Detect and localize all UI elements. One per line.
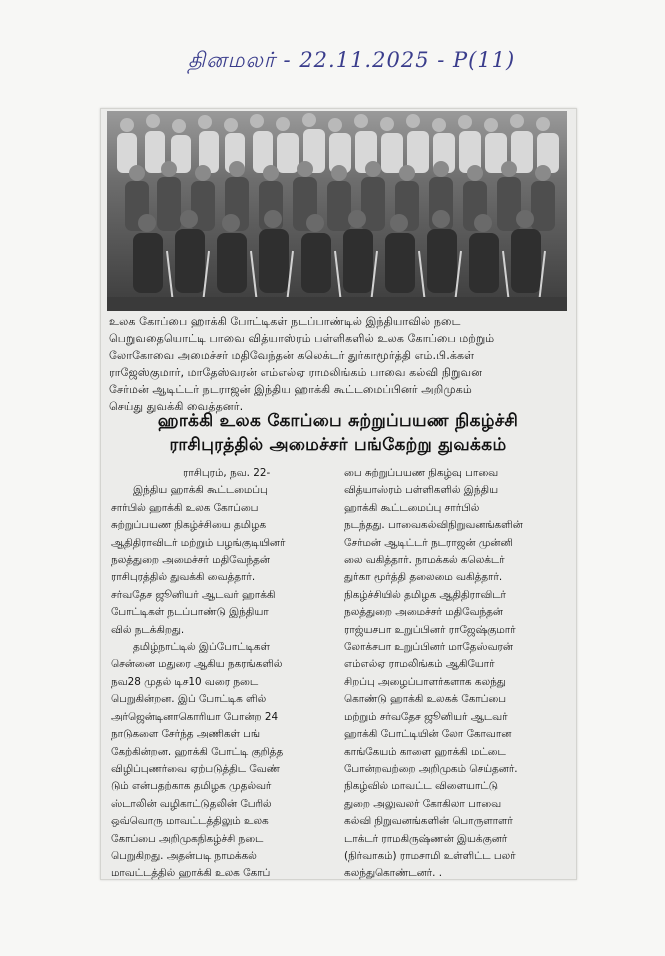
article-line: சேர்மன் ஆடிட்டர் நடராஜன் முன்னி bbox=[344, 536, 513, 549]
article-line: டும் என்பதற்காக தமிழக முதல்வர் bbox=[111, 780, 272, 793]
article-line: இந்திய ஹாக்கி கூட்டமைப்பு bbox=[133, 484, 268, 497]
newspaper-clipping bbox=[100, 108, 577, 880]
article-line: கோப்பை அறிமுகநிகழ்ச்சி நடை bbox=[111, 832, 264, 845]
article-line: நாடுகளை சேர்ந்த அணிகள் பங் bbox=[111, 728, 260, 741]
article-line: ஹாக்கி போட்டியின் லோ கோவான bbox=[344, 728, 512, 741]
article-column-left bbox=[111, 465, 331, 883]
article-line: ஸ்டாலின் வழிகாட்டுதலின் பேரில் bbox=[111, 797, 272, 810]
article-line: துறை அலுவலர் கோகிலா பாவை bbox=[344, 797, 502, 810]
article-line: சர்வதேச ஜூனியர் ஆடவர் ஹாக்கி bbox=[111, 588, 276, 601]
caption-line: லோகோவை அமைச்சர் மதிவேந்தன் கலெக்டர் துர்காமூர்த்தி எம்.பி.க்கள் bbox=[109, 349, 475, 362]
photo-caption bbox=[109, 313, 567, 415]
article-line: நவ28 முதல் டிச10 வரை நடை bbox=[111, 675, 259, 688]
article-line: ஹாக்கி கூட்டமைப்பு சார்பில் bbox=[344, 501, 480, 514]
article-line: நிகழ்ச்சியில் தமிழக ஆதிதிராவிடர் bbox=[344, 588, 506, 601]
article-line: பை சுற்றுப்பயண நிகழ்வு பாவை bbox=[344, 467, 499, 479]
article-line: சுற்றுப்பயண நிகழ்ச்சியை தமிழக bbox=[111, 519, 266, 532]
article-line: வில் நடக்கிறது. bbox=[111, 623, 185, 636]
article-line: ஒவ்வொரு மாவட்டத்திலும் உலக bbox=[111, 815, 269, 828]
article-line: டாக்டர் ராமகிருஷ்ணன் இயக்குனர் bbox=[344, 832, 508, 845]
caption-line: உலக கோப்பை ஹாக்கி போட்டிகள் நடப்பாண்டில் இந்தியாவில் நடை bbox=[109, 315, 461, 328]
article-line: மாவட்டத்தில் ஹாக்கி உலக கோப் bbox=[111, 867, 271, 880]
article-line: ஆதிதிராவிடர் மற்றும் பழங்குடியினர் bbox=[111, 536, 286, 549]
article-line: கேற்கின்றன. ஹாக்கி போட்டி குறித்த bbox=[111, 745, 284, 758]
article-line: மற்றும் சர்வதேச ஜூனியர் ஆடவர் bbox=[344, 710, 508, 723]
caption-line: செய்து துவக்கி வைத்தனர். bbox=[109, 400, 244, 413]
headline-line-2: ராசிபுரத்தில் அமைச்சர் பங்கேற்று துவக்கம் bbox=[169, 435, 507, 455]
group-photo-image bbox=[107, 111, 567, 311]
article-line: (நிர்வாகம்) ராமசாமி உள்ளிட்ட பலர் bbox=[344, 849, 516, 862]
caption-line: பெறுவதையொட்டி பாவை வித்யாஸ்ரம் பள்ளிகளில் உலக கோப்பை மற்றும் bbox=[109, 332, 495, 345]
article-line: லை வகித்தார். நாமக்கல் கலெக்டர் bbox=[344, 554, 505, 567]
caption-line: சேர்மன் ஆடிட்டர் நடராஜன் இந்திய ஹாக்கி கூட்டமைப்பினர் அறிமுகம் bbox=[109, 383, 472, 396]
article-line: காங்கேயம் காளை ஹாக்கி மட்டை bbox=[344, 745, 506, 758]
article-line: நடந்தது. பாவைகல்விநிறுவனங்களின் bbox=[344, 519, 523, 532]
article-line: சார்பில் ஹாக்கி உலக கோப்பை bbox=[111, 501, 259, 514]
article-line: பெறுகின்றன. இப் போட்டிக ளில் bbox=[111, 693, 267, 706]
article-line: சிறப்பு அழைப்பாளர்களாக கலந்து bbox=[344, 675, 506, 688]
article-line: வித்யாஸ்ரம் பள்ளிகளில் இந்திய bbox=[344, 484, 498, 497]
article-line: லோக்சபா உறுப்பினர் மாதேஸ்வரன் bbox=[344, 641, 513, 654]
article-line: போட்டிகள் நடப்பாண்டு இந்தியா bbox=[111, 606, 269, 619]
article-line: துர்கா மூர்த்தி தலைமை வகித்தார். bbox=[344, 571, 503, 584]
article-headline bbox=[107, 409, 569, 459]
article-column-right bbox=[344, 465, 564, 883]
article-line: சென்னை மதுரை ஆகிய நகரங்களில் bbox=[111, 658, 283, 671]
article-line: எம்எல்ஏ ராமலிங்கம் ஆகியோர் bbox=[344, 658, 495, 671]
article-line: நிகழ்வில் மாவட்ட விளையாட்டு bbox=[344, 780, 498, 793]
article-line: கலந்துகொண்டனர். . bbox=[344, 867, 443, 880]
headline-line-1: ஹாக்கி உலக கோப்பை சுற்றுப்பயண நிகழ்ச்சி bbox=[157, 411, 519, 431]
group-photo bbox=[107, 111, 567, 311]
article-line: போன்றவற்றை அறிமுகம் செய்தனர். bbox=[344, 762, 518, 775]
article-line: நலத்துறை அமைச்சர் மதிவேந்தன் bbox=[111, 554, 270, 567]
article-line: ராசிபுரத்தில் துவக்கி வைத்தார். bbox=[111, 571, 256, 584]
article-line: தமிழ்நாட்டில் இப்போட்டிகள் bbox=[133, 641, 270, 654]
article-line: ராஜ்யசபா உறுப்பினர் ராஜேஷ்குமார் bbox=[344, 623, 516, 636]
caption-line: ராஜேஸ்குமார், மாதேஸ்வரன் எம்எல்ஏ ராமலிங்கம் பாவை கல்வி நிறுவன bbox=[109, 366, 483, 379]
article-line: விழிப்புணர்வை ஏற்படுத்திட வேண் bbox=[111, 762, 280, 775]
article-line: அர்ஜென்டினாகொரியா போன்ற 24 bbox=[111, 710, 279, 723]
article-line: கல்வி நிறுவனங்களின் பொருளாளர் bbox=[344, 815, 513, 828]
article-line: கொண்டு ஹாக்கி உலகக் கோப்பை bbox=[344, 693, 506, 706]
article-dateline: ராசிபுரம், நவ. 22- bbox=[183, 467, 271, 479]
handwritten-annotation: தினமலர் - 22.11.2025 - P(11) bbox=[188, 48, 516, 72]
article-line: பெறுகிறது. அதன்படி நாமக்கல் bbox=[111, 849, 257, 862]
article-line: நலத்துறை அமைச்சர் மதிவேந்தன் bbox=[344, 606, 503, 619]
